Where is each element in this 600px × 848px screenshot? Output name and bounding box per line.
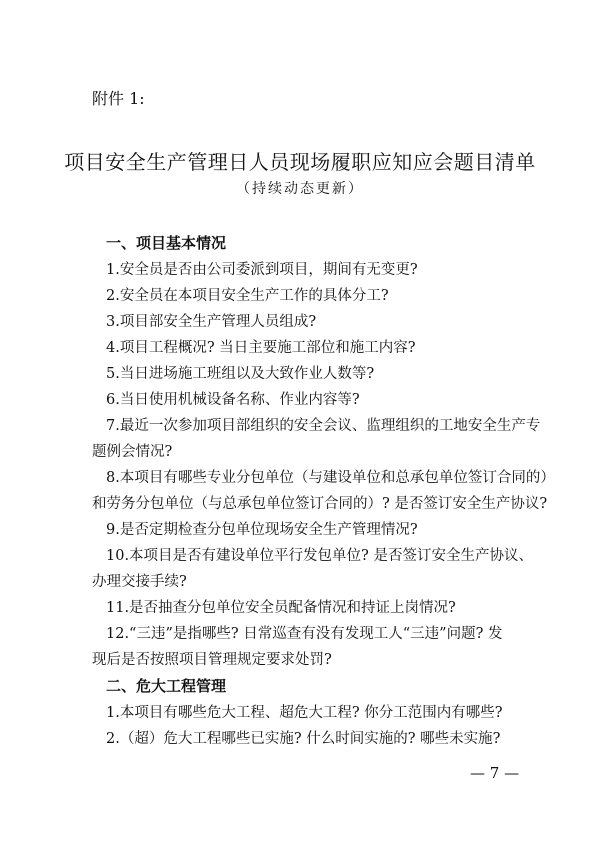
question-1-7: 7.最近一次参加项目部组织的安全会议、监理组织的工地安全生产专 — [106, 418, 541, 434]
question-1-8: 8.本项目有哪些专业分包单位（与建设单位和总承包单位签订合同的） — [106, 470, 555, 486]
question-1-4: 4.项目工程概况? 当日主要施工部位和施工内容? — [106, 340, 416, 356]
section-heading-basic-info: 一、项目基本情况 — [106, 234, 227, 252]
question-1-2: 2.安全员在本项目安全生产工作的具体分工? — [106, 288, 389, 304]
question-1-10-continued: 办理交接手续? — [92, 574, 187, 590]
question-1-10: 10.本项目是否有建设单位平行发包单位? 是否签订安全生产协议、 — [106, 548, 533, 564]
question-1-3: 3.项目部安全生产管理人员组成? — [106, 314, 317, 330]
question-2-2: 2.（超）危大工程哪些已实施? 什么时间实施的? 哪些未实施? — [106, 731, 501, 747]
question-2-1: 1.本项目有哪些危大工程、超危大工程? 你分工范围内有哪些? — [106, 705, 503, 721]
document-subtitle: （持续动态更新） — [236, 181, 364, 197]
question-1-9: 9.是否定期检查分包单位现场安全生产管理情况? — [106, 522, 418, 538]
question-1-11: 11.是否抽查分包单位安全员配备情况和持证上岗情况? — [106, 600, 456, 616]
question-1-12-continued: 现后是否按照项目管理规定要求处罚? — [92, 652, 332, 668]
page-number: — 7 — — [470, 764, 520, 782]
attachment-label: 附件 1: — [92, 89, 145, 108]
section-heading-major-hazard: 二、危大工程管理 — [106, 677, 227, 695]
question-1-6: 6.当日使用机械设备名称、作业内容等? — [106, 392, 360, 408]
question-1-1: 1.安全员是否由公司委派到项目，期间有无变更? — [106, 262, 418, 278]
question-1-7-continued: 题例会情况? — [92, 444, 173, 460]
document-title: 项目安全生产管理日人员现场履职应知应会题目清单 — [64, 150, 536, 174]
question-1-5: 5.当日进场施工班组以及大致作业人数等? — [106, 366, 375, 382]
question-1-8-continued: 和劳务分包单位（与总承包单位签订合同的）? 是否签订安全生产协议? — [92, 496, 548, 512]
question-1-12: 12.“三违”是指哪些? 日常巡查有没有发现工人“三违”问题? 发 — [106, 626, 503, 642]
